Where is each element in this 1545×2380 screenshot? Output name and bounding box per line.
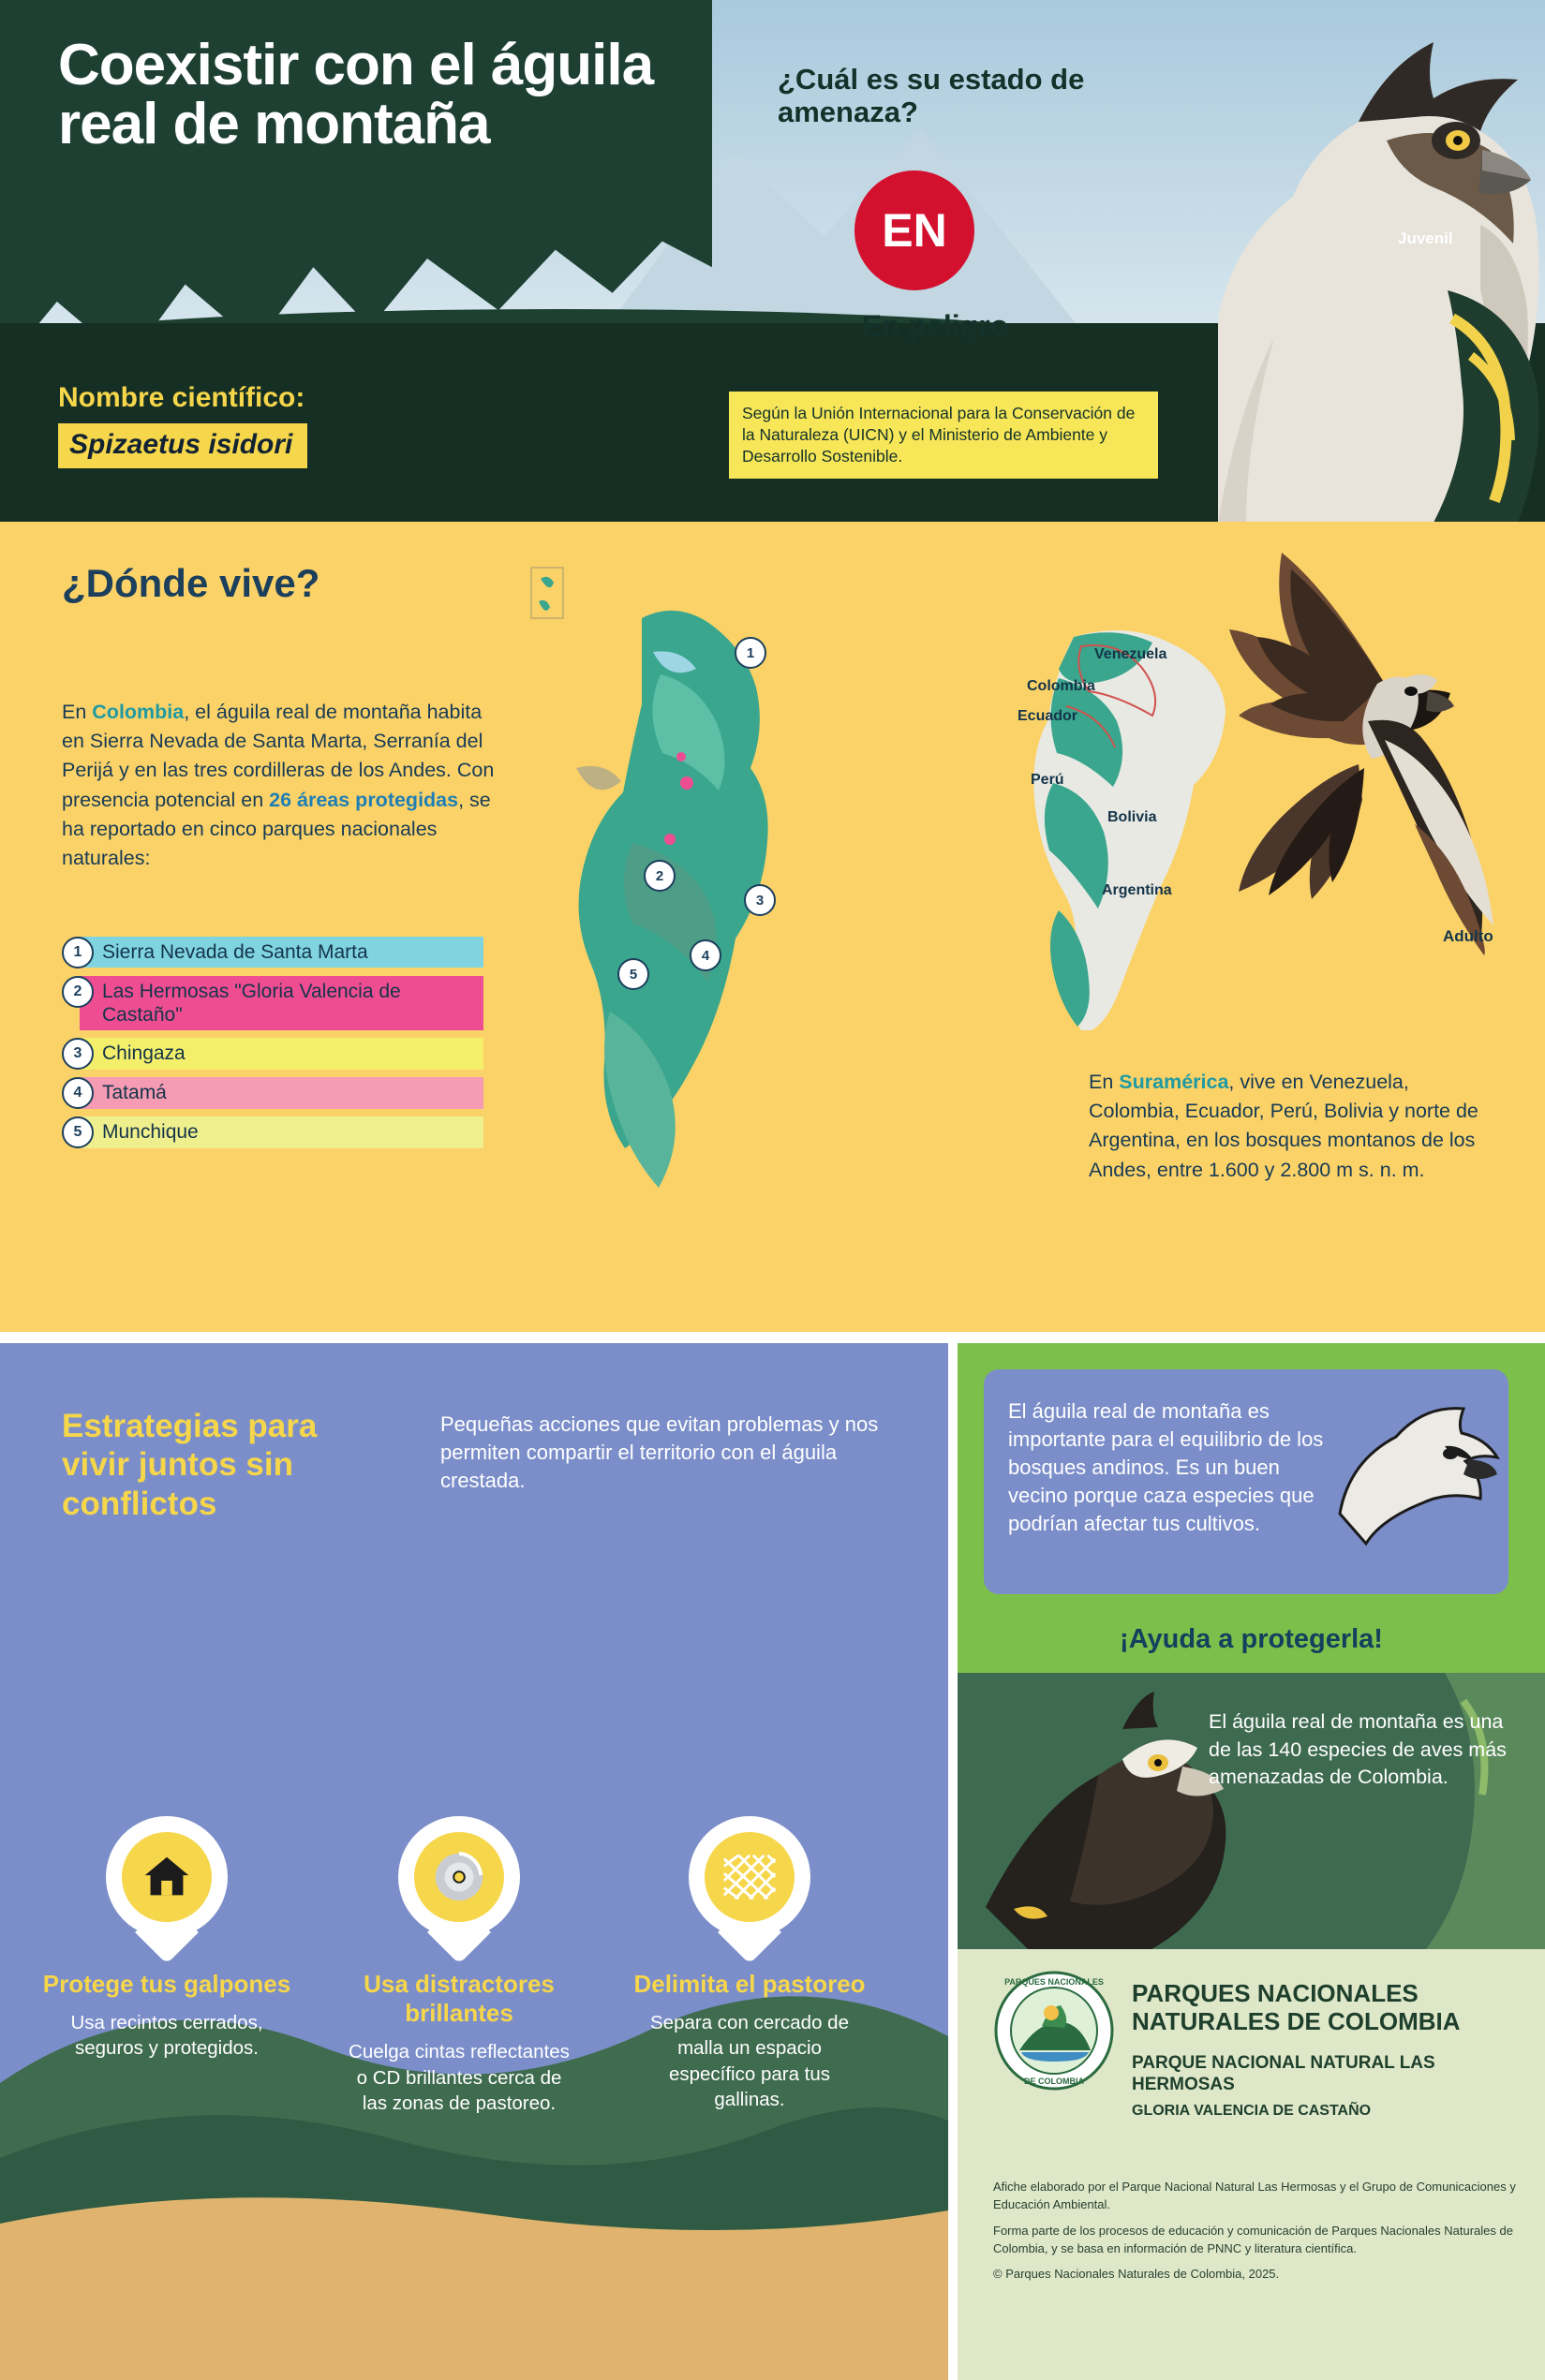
country-label-colombia: Colombia: [1027, 678, 1095, 694]
map-marker-4: 4: [690, 939, 721, 971]
protected-areas-highlight: 26 áreas protegidas: [269, 788, 459, 811]
park-name: Sierra Nevada de Santa Marta: [80, 937, 483, 968]
park-name: Las Hermosas "Gloria Valencia de Castaño": [80, 976, 483, 1030]
house-icon: [122, 1832, 212, 1922]
credits-block: [993, 2179, 1518, 2292]
scientific-name-value: Spizaetus isidori: [58, 423, 307, 468]
source-note: Según la Unión Internacional para la Conservación de la Naturaleza (UICN) y el Ministerio de Ambiente y Desarrollo Sostenible.: [729, 392, 1158, 479]
map-marker-5: 5: [617, 958, 649, 990]
threat-question: ¿Cuál es su estado de amenaza?: [778, 63, 1085, 128]
list-item: [62, 1038, 483, 1070]
strategy-title: Protege tus galpones: [42, 1970, 291, 1998]
park-name: Chingaza: [80, 1038, 483, 1069]
park-number: 4: [62, 1077, 94, 1109]
strategy-text: Cuelga cintas reflectantes o CD brillantes cerca de las zonas de pastoreo.: [349, 2041, 570, 2114]
park-number: 2: [62, 976, 94, 1008]
text-fragment: En: [1089, 1071, 1120, 1093]
country-label-ecuador: Ecuador: [1018, 708, 1078, 724]
text-fragment: , el águila real de montaña habita en Sierra Nevada de Santa Marta, Serranía del Perijá y en las tres cordilleras de los Andes. Con presencia potencial en: [62, 701, 495, 811]
list-item: [62, 976, 483, 1030]
park-number: 3: [62, 1038, 94, 1070]
status-label: En peligro: [861, 309, 1009, 343]
south-america-description: [1089, 1068, 1482, 1185]
list-item: [62, 937, 483, 968]
map-marker-2: 2: [644, 860, 676, 892]
help-title: ¡Ayuda a protegerla!: [1120, 1624, 1383, 1654]
mesh-icon: [705, 1832, 795, 1922]
credit-line-2: Forma parte de los procesos de educación y comunicación de Parques Nacionales Naturales de Colombia, y se basa en información de PNNC y literatura científica.: [993, 2223, 1513, 2255]
park-number: 5: [62, 1116, 94, 1148]
text-fragment: En: [62, 701, 93, 723]
country-label-argentina: Argentina: [1102, 882, 1172, 898]
park-number: 1: [62, 937, 94, 968]
country-label-bolivia: Bolivia: [1107, 809, 1157, 825]
park-name: Munchique: [80, 1116, 483, 1147]
colombia-map: [520, 562, 914, 1274]
suramerica-highlight: Suramérica: [1119, 1071, 1229, 1093]
park-name-title: PARQUE NACIONAL NATURAL LAS HERMOSAS: [1132, 2053, 1435, 2095]
park-name: Tatamá: [80, 1077, 483, 1108]
country-label-venezuela: Venezuela: [1094, 646, 1167, 662]
pin-marker: [106, 1816, 228, 1957]
list-item: [62, 1077, 483, 1109]
adult-label: Adulto: [1443, 927, 1493, 945]
strategies-intro: Pequeñas acciones que evitan problemas y nos permiten compartir el territorio con el águila crestada.: [440, 1412, 879, 1492]
strategy-item-distractores: [319, 1816, 600, 2116]
text-fragment: , se ha reportado en cinco parques nacionales naturales:: [62, 788, 491, 869]
pin-marker: [689, 1816, 810, 1957]
strategies-section: [0, 1343, 948, 2380]
eagle-photo-caption: El águila real de montaña es una de las 140 especies de aves más amenazadas de Colombia.: [1209, 1710, 1507, 1789]
strategy-item-pastoreo: [609, 1816, 890, 2112]
juvenile-label: Juvenil: [1398, 229, 1453, 247]
header-section: [0, 0, 1545, 522]
strategy-title: Usa distractores brillantes: [364, 1970, 555, 2028]
importance-note-text: El águila real de montaña es importante para el equilibrio de los bosques andinos. Es un buen vecino porque caza especies que podrían afectar tus cultivos.: [1008, 1399, 1324, 1535]
strategy-title: Delimita el pastoreo: [633, 1970, 866, 1998]
strategy-text: Usa recintos cerrados, seguros y protegidos.: [70, 2012, 263, 2060]
park-list: [62, 937, 483, 1156]
map-marker-1: 1: [735, 637, 766, 669]
page-title: Coexistir con el águila real de montaña: [58, 33, 654, 157]
organization-name: PARQUES NACIONALES NATURALES DE COLOMBIA: [1132, 1979, 1461, 2036]
side-section: [958, 1343, 1545, 2380]
logo-section: [958, 1949, 1545, 2380]
pin-marker: [398, 1816, 520, 1957]
strategy-text: Separa con cercado de malla un espacio específico para tus gallinas.: [650, 2012, 849, 2110]
adult-eagle-illustration: [1227, 543, 1537, 955]
habitat-heading: ¿Dónde vive?: [62, 561, 320, 605]
colombia-description: [62, 698, 502, 873]
credit-line-1: Afiche elaborado por el Parque Nacional Natural Las Hermosas y el Grupo de Comunicaciones y Educación Ambiental.: [993, 2180, 1516, 2211]
list-item: [62, 1116, 483, 1148]
strategy-item-galpones: [26, 1816, 307, 2062]
credit-line-3: © Parques Nacionales Naturales de Colombia, 2025.: [993, 2267, 1280, 2282]
cd-icon: [414, 1832, 504, 1922]
status-badge: EN: [854, 170, 974, 290]
text-fragment: , vive en Venezuela, Colombia, Ecuador, Perú, Bolivia y norte de Argentina, en los bosques montanos de los Andes, entre 1.600 y 2.800 m s. n. m.: [1089, 1071, 1478, 1181]
country-label-peru: Perú: [1031, 772, 1064, 788]
seal-text-top: PARQUES NACIONALES: [1004, 1977, 1104, 1987]
colombia-highlight: Colombia: [92, 701, 185, 723]
eagle-head-icon: [1332, 1401, 1501, 1551]
parques-seal-logo: [993, 1970, 1115, 2092]
park-name-subtitle: GLORIA VALENCIA DE CASTAÑO: [1132, 2103, 1372, 2119]
map-marker-3: 3: [744, 884, 776, 916]
seal-text-bottom: DE COLOMBIA: [1024, 2077, 1084, 2086]
strategies-heading: Estrategias para vivir juntos sin conflictos: [62, 1408, 318, 1522]
scientific-name-label: Nombre científico:: [58, 382, 305, 413]
